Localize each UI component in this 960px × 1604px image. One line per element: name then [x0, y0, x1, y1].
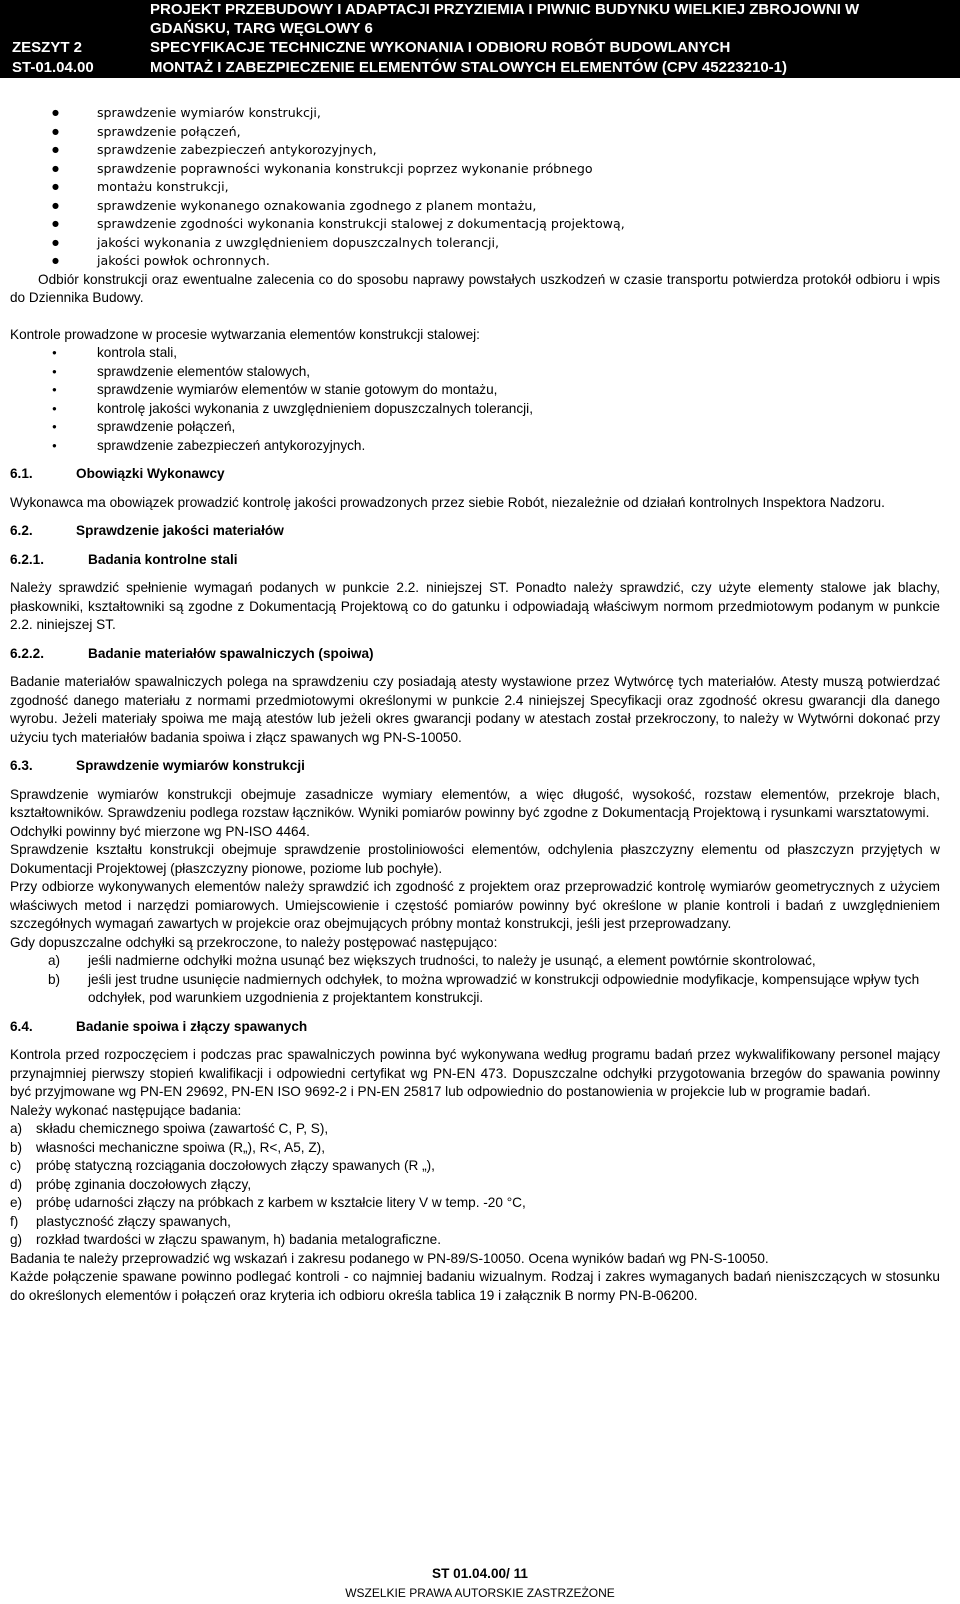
list-item: ● sprawdzenie elementów stalowych,: [10, 363, 940, 382]
list-item: ● jakości wykonania z uwzględnieniem dopuszczalnych tolerancji,: [10, 234, 940, 253]
list-item: ● sprawdzenie wymiarów elementów w stanie gotowym do montażu,: [10, 381, 940, 400]
list-item: ● sprawdzenie poprawności wykonania konstrukcji poprzez wykonanie próbnego: [10, 160, 940, 179]
header-project-line-2: GDAŃSKU, TARG WĘGLOWY 6: [150, 20, 373, 37]
list-item: ● kontrola stali,: [10, 344, 940, 363]
document-body: [10, 104, 940, 1305]
copyright-notice: WSZELKIE PRAWA AUTORSKIE ZASTRZEŻONE: [345, 1586, 615, 1600]
list-item: a) składu chemicznego spoiwa (zawartość C, P, S),: [10, 1121, 329, 1136]
list-item: b) własności mechaniczne spoiwa (R„), R<, A5, Z),: [10, 1139, 325, 1155]
header-section-title: MONTAŻ I ZABEZPIECZENIE ELEMENTÓW STALOWYCH ELEMENTÓW (CPV 45223210-1): [150, 59, 787, 76]
list-item: ● sprawdzenie zabezpieczeń antykorozyjnych.: [10, 437, 940, 456]
section-heading: 6.2.1. Badania kontrolne stali: [10, 551, 238, 567]
document-header: [0, 0, 960, 78]
list-item: f) plastyczność złączy spawanych,: [10, 1213, 231, 1229]
header-project-line-1: PROJEKT PRZEBUDOWY I ADAPTACJI PRZYZIEMIA I PIWNIC BUDYNKU WIELKIEJ ZBROJOWNI W: [150, 1, 860, 18]
paragraph: Każde połączenie spawane powinno podlegać kontroli - co najmniej badaniu wizualnym. Rodzaj i zakres wymaganych badań nieniszczących w stosunku do określonych elementów i połączeń oraz kryteria ich odbioru określa tablica 19 i załącznik B normy PN-B-06200.: [10, 1269, 940, 1303]
paragraph: Sprawdzenie wymiarów konstrukcji obejmuje zasadnicze wymiary elementów, a więc długość, wysokość, rozstaw elementów, przekroje blach, kształtowników. Sprawdzeniu podlega rozstaw łączników. Wyniki pomiarów powinny być zgodne z Dokumentacją Projektową i rysunkami warsztatowymi.: [10, 786, 940, 820]
list-item: ● sprawdzenie połączeń,: [10, 123, 940, 142]
list-item: ● sprawdzenie wykonanego oznakowania zgodnego z planem montażu,: [10, 197, 940, 216]
list-item: ● sprawdzenie wymiarów konstrukcji,: [10, 104, 940, 123]
paragraph: Kontrola przed rozpoczęciem i podczas prac spawalniczych powinna być wykonywana według programu badań przez wykwalifikowany personel mający przynajmniej pierwszy stopień kwalifikacji i odpowiedni certyfikat wg PN-EN 473. Dopuszczalne odchyłki przygotowania brzegów do spawania powinny być przyjmowane wg PN-EN 29692, PN-EN ISO 9692-2 i PN-EN 25817 lub odpowiednio do postanowienia w projekcie lub w programie badań.: [10, 1047, 940, 1099]
list-item: ● sprawdzenie połączeń,: [10, 418, 940, 437]
header-volume: ZESZYT 2: [12, 39, 83, 56]
paragraph: Wykonawca ma obowiązek prowadzić kontrolę jakości prowadzonych przez siebie Robót, niezależnie od działań kontrolnych Inspektora Nadzoru.: [10, 494, 885, 510]
list-item: c) próbę statyczną rozciągania doczołowych złączy spawanych (R „),: [10, 1158, 435, 1173]
section-heading: 6.4. Badanie spoiwa i złączy spawanych: [10, 1018, 308, 1034]
paragraph: Należy sprawdzić spełnienie wymagań podanych w punkcie 2.2. niniejszej ST. Ponadto należy sprawdzić, czy użyte elementy stalowe jak blachy, płaskowniki, kształtowniki są zgodne z Dokumentacją Projektową co do gatunku i odpowiadają właściwym normom przedmiotowym podanym w punkcie 2.2. niniejszej ST.: [10, 580, 940, 632]
list-item: a) jeśli nadmierne odchyłki można usunąć bez większych trudności, to należy je usunąć, a element powtórnie skontrolować,: [48, 953, 816, 968]
paragraph: Badanie materiałów spawalniczych polega na sprawdzeniu czy posiadają atesty wystawione przez Wytwórcę tych materiałów. Atesty muszą potwierdzać zgodność danego materiału z normami przedmiotowymi określonymi w punkcie 2.4 niniejszej Specyfikacji oraz zgodność okresu gwarancji dla danego wyrobu. Jeżeli materiały spoiwa me mają atestów lub jeżeli okres gwarancji podany w atestach został przekroczony, to należy w Wytwórni dokonać przy użyciu tych materiałów badania spoiwa i złącz spawanych wg PN-S-10050.: [10, 674, 940, 745]
section-heading: 6.2. Sprawdzenie jakości materiałów: [10, 523, 284, 538]
list-item: g) rozkład twardości w złączu spawanym, h) badania metalograficzne.: [10, 1232, 441, 1247]
deviation-actions-list: [10, 952, 940, 1008]
paragraph: Kontrole prowadzone w procesie wytwarzania elementów konstrukcji stalowej:: [10, 326, 480, 342]
list-item: e) próbę udarności złączy na próbkach z karbem w kształcie litery V w temp. -20 °C,: [10, 1195, 526, 1210]
section-heading: 6.2.2. Badanie materiałów spawalniczych (spoiwa): [10, 645, 374, 661]
section-heading: 6.3. Sprawdzenie wymiarów konstrukcji: [10, 758, 305, 773]
tests-list: [10, 1120, 940, 1250]
page-number: ST 01.04.00/ 11: [432, 1566, 528, 1581]
header-spec-code: ST-01.04.00: [12, 59, 94, 76]
paragraph: Przy odbiorze wykonywanych elementów należy sprawdzić ich zgodność z projektem oraz przeprowadzić kontrolę wymiarów geometrycznych z użyciem właściwych metod i narzędzi pomiarowych. Umiejscowienie i częstość pomiarów powinny być określone w planie kontroli i badań z uwzględnieniem szczegółnych wymagań zawartych w projekcie oraz obejmujących próbny montaż konstrukcji, jeśli jest przeprowadzany.: [10, 879, 940, 931]
list-item: ● sprawdzenie zabezpieczeń antykorozyjnych,: [10, 141, 940, 160]
list-item: ● kontrolę jakości wykonania z uwzględnieniem dopuszczalnych tolerancji,: [10, 400, 940, 419]
list-item: ● sprawdzenie zgodności wykonania konstrukcji stalowej z dokumentacją projektową,: [10, 215, 940, 234]
list-item: ● montażu konstrukcji,: [10, 178, 940, 197]
paragraph: Gdy dopuszczalne odchyłki są przekroczone, to należy postępować następująco:: [10, 934, 498, 950]
list-item: ● jakości powłok ochronnych.: [10, 252, 940, 271]
production-checks-list: [10, 344, 940, 455]
paragraph: Należy wykonać następujące badania:: [10, 1102, 242, 1118]
checks-list: [10, 104, 940, 271]
section-heading: 6.1. Obowiązki Wykonawcy: [10, 466, 225, 481]
list-item: b) jeśli jest trudne usunięcie nadmiernych odchyłek, to można wprowadzić w konstrukcji odpowiednie modyfikacje, kompensujące wpływ tych odchyłek, pod warunkiem uzgodnienia z projektantem konstrukcji.: [48, 971, 920, 1005]
paragraph: Badania te należy przeprowadzić wg wskazań i zakresu podanego w PN-89/S-10050. Ocena wyników badań wg PN-S-10050.: [10, 1250, 769, 1266]
header-spec-title: SPECYFIKACJE TECHNICZNE WYKONANIA I ODBIORU ROBÓT BUDOWLANYCH: [150, 39, 731, 56]
list-item: d) próbę zginania doczołowych złączy,: [10, 1176, 252, 1192]
paragraph: Odbiór konstrukcji oraz ewentualne zalecenia co do sposobu naprawy powstałych uszkodzeń w czasie transportu potwierdza protokół odbioru i wpis do Dziennika Budowy.: [10, 271, 940, 305]
paragraph: Odchyłki powinny być mierzone wg PN-ISO 4464.: [10, 823, 310, 839]
paragraph: Sprawdzenie kształtu konstrukcji obejmuje sprawdzenie prostoliniowości elementów, odchylenia płaszczyzny elementu od płaszczyzn przyjętych w Dokumentacji Projektowej (płaszczyzny pionowe, poziome lub pochyłe).: [10, 842, 940, 876]
